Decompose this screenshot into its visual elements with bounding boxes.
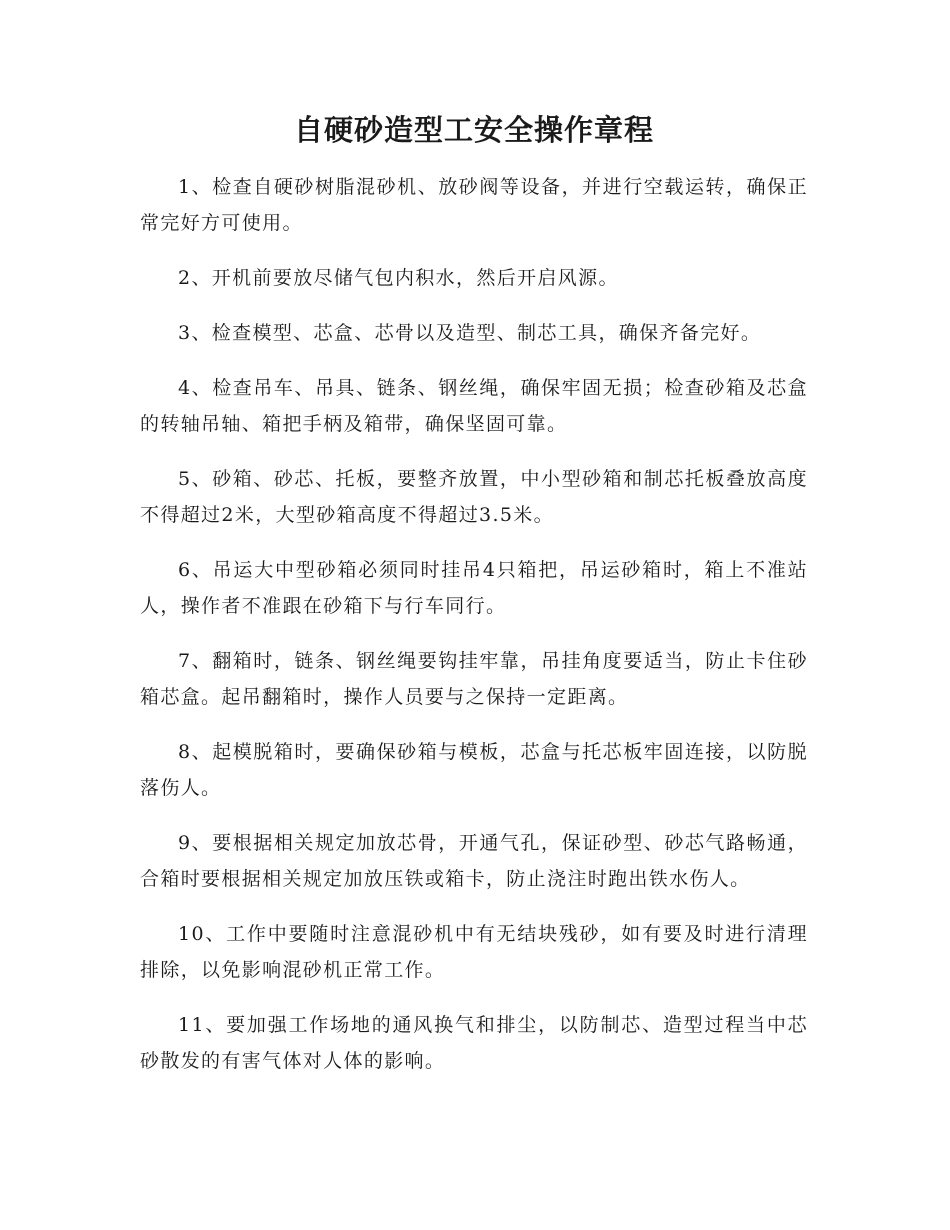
rule-item-1: 1、检查自硬砂树脂混砂机、放砂阀等设备，并进行空载运转，确保正常完好方可使用。 (140, 176, 808, 234)
rule-item-5: 5、砂箱、砂芯、托板，要整齐放置，中小型砂箱和制芯托板叠放高度不得超过2米，大型砂箱高度不得超过3.5米。 (140, 468, 808, 526)
rule-item-7: 7、翻箱时，链条、钢丝绳要钩挂牢靠，吊挂角度要适当，防止卡住砂箱芯盒。起吊翻箱时，操作人员要与之保持一定距离。 (140, 650, 808, 708)
rule-item-11: 11、要加强工作场地的通风换气和排尘，以防制芯、造型过程当中芯砂散发的有害气体对人体的影响。 (140, 1014, 808, 1072)
rule-item-9: 9、要根据相关规定加放芯骨，开通气孔，保证砂型、砂芯气路畅通，合箱时要根据相关规定加放压铁或箱卡，防止浇注时跑出铁水伤人。 (140, 832, 808, 890)
rule-item-8: 8、起模脱箱时，要确保砂箱与模板，芯盒与托芯板牢固连接，以防脱落伤人。 (140, 741, 808, 799)
document-title: 自硬砂造型工安全操作章程 (293, 113, 654, 147)
rule-item-10: 10、工作中要随时注意混砂机中有无结块残砂，如有要及时进行清理排除，以免影响混砂机正常工作。 (140, 923, 808, 981)
rule-item-3: 3、检查模型、芯盒、芯骨以及造型、制芯工具，确保齐备完好。 (178, 322, 762, 344)
rule-item-2: 2、开机前要放尽储气包内积水，然后开启风源。 (178, 267, 619, 289)
rules-list (140, 169, 808, 1079)
document-body (140, 110, 808, 1098)
rule-item-6: 6、吊运大中型砂箱必须同时挂吊4只箱把，吊运砂箱时，箱上不准站人，操作者不准跟在砂箱下与行车同行。 (140, 559, 808, 617)
rule-item-4: 4、检查吊车、吊具、链条、钢丝绳，确保牢固无损；检查砂箱及芯盒的转轴吊轴、箱把手柄及箱带，确保坚固可靠。 (140, 377, 808, 435)
